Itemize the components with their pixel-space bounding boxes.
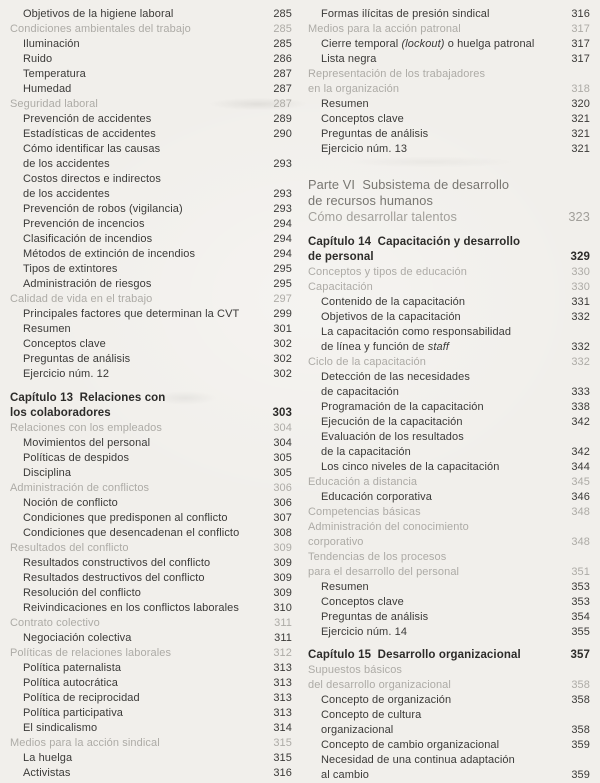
toc-page-number: 309 xyxy=(273,557,292,569)
toc-page-number: 311 xyxy=(274,632,292,644)
toc-entry xyxy=(308,235,590,250)
toc-entry-title: Relaciones con los empleados xyxy=(10,422,162,434)
toc-entry-title: Humedad xyxy=(23,83,72,95)
toc-entry-title: Costos directos e indirectos xyxy=(23,173,161,185)
toc-entry xyxy=(308,82,590,97)
toc-entry xyxy=(10,22,292,37)
toc-page-number: 320 xyxy=(571,98,590,110)
toc-entry-title: Preguntas de análisis xyxy=(23,353,131,365)
toc-entry-title: Activistas xyxy=(23,767,71,779)
toc-entry-title: Resultados del conflicto xyxy=(10,542,129,554)
toc-entry xyxy=(10,292,292,307)
toc-entry xyxy=(308,663,590,678)
toc-entry-title: organizacional xyxy=(321,724,394,736)
toc-entry-title: de los accidentes xyxy=(23,188,110,200)
toc-entry-title xyxy=(321,37,565,52)
toc-column-right xyxy=(308,7,590,783)
toc-entry-title-part: de línea y función de xyxy=(321,341,428,353)
toc-page-number: 286 xyxy=(273,53,292,65)
toc-entry xyxy=(308,97,590,112)
toc-page-number: 309 xyxy=(273,572,292,584)
toc-entry-title: Noción de conflicto xyxy=(23,497,118,509)
toc-page-number: 348 xyxy=(571,506,590,518)
toc-page-number: 293 xyxy=(273,203,292,215)
toc-entry xyxy=(308,209,590,225)
toc-entry xyxy=(10,202,292,217)
toc-page-number: 332 xyxy=(571,356,590,368)
toc-entry xyxy=(10,82,292,97)
toc-page-number: 315 xyxy=(273,752,292,764)
toc-entry-title: Detección de las necesidades xyxy=(321,371,470,383)
toc-page-number: 304 xyxy=(273,437,292,449)
toc-page-number: 293 xyxy=(273,188,292,200)
toc-entry-title: Formas ilícitas de presión sindical xyxy=(321,8,490,20)
toc-entry-title: en la organización xyxy=(308,83,400,95)
toc-page-number: 345 xyxy=(571,476,590,488)
toc-entry xyxy=(308,142,590,157)
toc-entry xyxy=(308,430,590,445)
toc-page-number: 314 xyxy=(273,722,292,734)
toc-page-number: 297 xyxy=(273,293,292,305)
toc-entry xyxy=(10,511,292,526)
toc-page-number: 287 xyxy=(273,98,292,110)
toc-entry xyxy=(10,262,292,277)
toc-entry-title: Calidad de vida en el trabajo xyxy=(10,293,153,305)
toc-entry xyxy=(10,406,292,421)
toc-entry-title: corporativo xyxy=(308,536,364,548)
toc-entry xyxy=(308,112,590,127)
toc-entry xyxy=(10,721,292,736)
toc-entry xyxy=(308,37,590,52)
toc-entry xyxy=(10,421,292,436)
toc-page-number: 312 xyxy=(273,647,292,659)
toc-entry xyxy=(10,391,292,406)
toc-page-number: 342 xyxy=(571,446,590,458)
toc-entry xyxy=(10,52,292,67)
toc-entry-title: Supuestos básicos xyxy=(308,664,403,676)
toc-page-number: 294 xyxy=(273,218,292,230)
toc-page-number: 330 xyxy=(571,266,590,278)
toc-entry-title: Preguntas de análisis xyxy=(321,611,429,623)
toc-entry-title: al cambio xyxy=(321,769,369,781)
toc-page-number: 358 xyxy=(571,724,590,736)
toc-entry xyxy=(10,37,292,52)
toc-entry-title: Movimientos del personal xyxy=(23,437,151,449)
toc-page-number: 313 xyxy=(273,677,292,689)
toc-page-number: 321 xyxy=(571,143,590,155)
toc-entry xyxy=(308,648,590,663)
toc-page-number: 348 xyxy=(571,536,590,548)
toc-entry xyxy=(10,646,292,661)
toc-page-number: 294 xyxy=(273,233,292,245)
toc-entry xyxy=(10,247,292,262)
toc-page-number: 329 xyxy=(570,251,590,263)
toc-page-number: 316 xyxy=(571,8,590,20)
toc-page-number: 321 xyxy=(571,113,590,125)
toc-page-number: 295 xyxy=(273,278,292,290)
toc-entry-title: de los accidentes xyxy=(23,158,110,170)
toc-entry xyxy=(10,616,292,631)
toc-entry-title: Ruido xyxy=(23,53,53,65)
toc-entry xyxy=(10,142,292,157)
toc-entry-title: Seguridad laboral xyxy=(10,98,98,110)
toc-entry-title: Prevención de accidentes xyxy=(23,113,152,125)
toc-entry xyxy=(308,505,590,520)
toc-page-number: 309 xyxy=(273,587,292,599)
toc-entry-title: de personal xyxy=(308,251,374,263)
toc-entry xyxy=(308,693,590,708)
toc-entry xyxy=(10,277,292,292)
toc-page-number: 295 xyxy=(273,263,292,275)
toc-entry xyxy=(308,22,590,37)
toc-entry xyxy=(10,97,292,112)
toc-entry xyxy=(308,460,590,475)
toc-entry xyxy=(308,370,590,385)
toc-entry-title: Resumen xyxy=(23,323,71,335)
toc-page-number: 317 xyxy=(571,38,590,50)
toc-entry-title-part: o huelga patronal xyxy=(444,38,535,50)
toc-page-number: 306 xyxy=(273,497,292,509)
toc-entry xyxy=(10,307,292,322)
toc-page-number: 285 xyxy=(273,8,292,20)
toc-entry-title: Estadísticas de accidentes xyxy=(23,128,156,140)
toc-entry xyxy=(308,738,590,753)
toc-entry-title: Condiciones que predisponen al conflicto xyxy=(23,512,228,524)
toc-entry xyxy=(10,7,292,22)
toc-entry xyxy=(10,481,292,496)
toc-entry-title: Cómo desarrollar talentos xyxy=(308,209,458,224)
toc-entry-title: Ejercicio núm. 14 xyxy=(321,626,408,638)
toc-entry-title: Concepto de cambio organizacional xyxy=(321,739,500,751)
toc-entry-title: para el desarrollo del personal xyxy=(308,566,460,578)
toc-entry-title: Negociación colectiva xyxy=(23,632,132,644)
toc-entry xyxy=(10,661,292,676)
toc-entry-title: Políticas de despidos xyxy=(23,452,130,464)
toc-page-number: 321 xyxy=(571,128,590,140)
toc-entry-title: Resolución del conflicto xyxy=(23,587,141,599)
toc-page-number: 289 xyxy=(273,113,292,125)
toc-entry xyxy=(308,400,590,415)
toc-entry-title: Ejecución de la capacitación xyxy=(321,416,463,428)
toc-entry xyxy=(10,751,292,766)
toc-entry-title: del desarrollo organizacional xyxy=(308,679,451,691)
toc-entry-title: Temperatura xyxy=(23,68,86,80)
toc-entry-title: Principales factores que determinan la CVT xyxy=(23,308,240,320)
toc-page-number: 338 xyxy=(571,401,590,413)
toc-entry xyxy=(308,708,590,723)
toc-entry xyxy=(10,766,292,781)
toc-page-number: 302 xyxy=(273,368,292,380)
toc-page-number: 307 xyxy=(273,512,292,524)
toc-entry-title: Ciclo de la capacitación xyxy=(308,356,426,368)
toc-page-number: 346 xyxy=(571,491,590,503)
toc-entry xyxy=(10,337,292,352)
toc-page-number: 285 xyxy=(273,23,292,35)
toc-entry xyxy=(308,193,590,209)
toc-entry-title: Contrato colectivo xyxy=(10,617,100,629)
toc-entry-title: Administración de conflictos xyxy=(10,482,150,494)
toc-entry xyxy=(10,436,292,451)
toc-entry xyxy=(10,127,292,142)
toc-entry xyxy=(308,310,590,325)
toc-page-number: 310 xyxy=(273,602,292,614)
toc-entry xyxy=(308,52,590,67)
toc-entry-title: Capacitación xyxy=(308,281,373,293)
toc-entry xyxy=(308,295,590,310)
toc-entry-title: Representación de los trabajadores xyxy=(308,68,486,80)
toc-page-number: 285 xyxy=(273,38,292,50)
toc-entry xyxy=(10,691,292,706)
toc-entry xyxy=(308,445,590,460)
toc-entry xyxy=(10,571,292,586)
toc-page-number: 355 xyxy=(571,626,590,638)
toc-page-number: 354 xyxy=(571,611,590,623)
toc-entry-title: Cómo identificar las causas xyxy=(23,143,161,155)
toc-entry-title: Tipos de extintores xyxy=(23,263,118,275)
toc-entry-title xyxy=(321,340,565,355)
toc-entry-title: Prevención de robos (vigilancia) xyxy=(23,203,183,215)
toc-entry-title: Condiciones que desencadenan el conflicto xyxy=(23,527,240,539)
toc-entry-title: Administración del conocimiento xyxy=(308,521,469,533)
toc-entry-title: Conceptos clave xyxy=(321,596,404,608)
toc-entry-title: Resultados constructivos del conflicto xyxy=(23,557,211,569)
toc-entry-title: Parte VI Subsistema de desarrollo xyxy=(308,177,510,192)
toc-entry-title: Capítulo 13 Relaciones con xyxy=(10,392,166,404)
toc-page-number: 330 xyxy=(571,281,590,293)
toc-page-number: 316 xyxy=(273,767,292,779)
toc-entry xyxy=(10,187,292,202)
toc-page-number: 353 xyxy=(571,596,590,608)
toc-entry xyxy=(10,322,292,337)
toc-entry-title: Educación corporativa xyxy=(321,491,432,503)
toc-entry xyxy=(10,676,292,691)
toc-entry-title: La huelga xyxy=(23,752,73,764)
toc-page-number: 344 xyxy=(571,461,590,473)
toc-page-number: 306 xyxy=(273,482,292,494)
toc-entry xyxy=(308,610,590,625)
toc-page-number: 353 xyxy=(571,581,590,593)
toc-entry-title-part: Cierre temporal xyxy=(321,38,402,50)
toc-page-number: 313 xyxy=(273,662,292,674)
toc-page-number: 317 xyxy=(571,23,590,35)
toc-entry xyxy=(308,355,590,370)
toc-entry-title: Reivindicaciones en los conflictos laborales xyxy=(23,602,239,614)
toc-entry xyxy=(10,451,292,466)
toc-entry xyxy=(10,556,292,571)
toc-entry xyxy=(10,232,292,247)
toc-entry-title: Competencias básicas xyxy=(308,506,421,518)
toc-page-number: 303 xyxy=(272,407,292,419)
toc-entry xyxy=(308,625,590,640)
toc-entry-title: Programación de la capacitación xyxy=(321,401,484,413)
toc-entry xyxy=(308,7,590,22)
toc-column-left xyxy=(10,7,292,783)
toc-entry-title: Evaluación de los resultados xyxy=(321,431,464,443)
toc-page-number: 294 xyxy=(273,248,292,260)
toc-page-number: 308 xyxy=(273,527,292,539)
toc-entry xyxy=(10,172,292,187)
toc-page-number: 305 xyxy=(273,467,292,479)
toc-page-number: 332 xyxy=(571,311,590,323)
toc-entry-title: Política autocrática xyxy=(23,677,118,689)
toc-entry xyxy=(10,217,292,232)
toc-entry xyxy=(308,768,590,783)
toc-entry xyxy=(10,496,292,511)
toc-entry xyxy=(308,177,590,193)
toc-entry-title: Resultados destructivos del conflicto xyxy=(23,572,205,584)
toc-entry-title: Capítulo 15 Desarrollo organizacional xyxy=(308,649,521,661)
toc-entry-title: Objetivos de la capacitación xyxy=(321,311,461,323)
toc-page-number: 317 xyxy=(571,53,590,65)
toc-page-number: 342 xyxy=(571,416,590,428)
toc-entry-title: Conceptos y tipos de educación xyxy=(308,266,467,278)
toc-entry-title: Lista negra xyxy=(321,53,377,65)
toc-entry-title: los colaboradores xyxy=(10,407,111,419)
toc-entry-title: Concepto de cultura xyxy=(321,709,422,721)
toc-page-number: 309 xyxy=(273,542,292,554)
toc-entry-title: Educación a distancia xyxy=(308,476,418,488)
toc-page-number: 301 xyxy=(273,323,292,335)
toc-entry-title: Medios para la acción sindical xyxy=(10,737,160,749)
toc-entry xyxy=(10,352,292,367)
toc-entry xyxy=(308,565,590,580)
toc-entry-title: de capacitación xyxy=(321,386,399,398)
toc-entry-title: Preguntas de análisis xyxy=(321,128,429,140)
toc-entry-title: Capítulo 14 Capacitación y desarrollo xyxy=(308,236,521,248)
toc-entry xyxy=(10,112,292,127)
toc-page-number: 305 xyxy=(273,452,292,464)
toc-entry xyxy=(308,340,590,355)
toc-entry-title: Política de reciprocidad xyxy=(23,692,140,704)
toc-entry-title: Prevención de incencios xyxy=(23,218,145,230)
toc-entry-title: Clasificación de incendios xyxy=(23,233,153,245)
toc-entry-title: Contenido de la capacitación xyxy=(321,296,466,308)
toc-page-number: 287 xyxy=(273,83,292,95)
toc-entry xyxy=(308,415,590,430)
toc-entry-title: Condiciones ambientales del trabajo xyxy=(10,23,191,35)
toc-page-number: 332 xyxy=(571,341,590,353)
toc-entry xyxy=(308,250,590,265)
toc-page-number: 318 xyxy=(571,83,590,95)
toc-entry-title-italic-part: staff xyxy=(427,341,450,353)
toc-entry xyxy=(308,535,590,550)
toc-entry xyxy=(10,736,292,751)
toc-entry xyxy=(10,586,292,601)
toc-entry xyxy=(10,67,292,82)
toc-entry xyxy=(308,475,590,490)
toc-entry-title: de la capacitación xyxy=(321,446,411,458)
toc-entry-title: Concepto de organización xyxy=(321,694,452,706)
toc-page-number: 304 xyxy=(273,422,292,434)
toc-entry-title: Medios para la acción patronal xyxy=(308,23,461,35)
toc-page-number: 333 xyxy=(571,386,590,398)
toc-page-number: 315 xyxy=(273,737,292,749)
toc-entry-title: de recursos humanos xyxy=(308,193,433,208)
toc-entry xyxy=(10,157,292,172)
toc-page-number: 299 xyxy=(273,308,292,320)
toc-entry-title: Política participativa xyxy=(23,707,124,719)
toc-entry xyxy=(308,325,590,340)
toc-entry-title: El sindicalismo xyxy=(23,722,98,734)
toc-page-number: 358 xyxy=(571,694,590,706)
toc-entry-title: Resumen xyxy=(321,98,369,110)
toc-entry-title: Objetivos de la higiene laboral xyxy=(23,8,174,20)
toc-entry-title: Disciplina xyxy=(23,467,72,479)
toc-page-number: 323 xyxy=(568,209,590,224)
toc-page-number: 359 xyxy=(571,769,590,781)
toc-entry xyxy=(10,526,292,541)
toc-page-number: 313 xyxy=(273,707,292,719)
toc-entry xyxy=(308,678,590,693)
toc-entry-title: Políticas de relaciones laborales xyxy=(10,647,172,659)
toc-entry-title: Necesidad de una continua adaptación xyxy=(321,754,515,766)
toc-entry xyxy=(308,723,590,738)
toc-page-number: 351 xyxy=(571,566,590,578)
toc-entry-title-italic-part: (lockout) xyxy=(401,38,445,50)
toc-entry xyxy=(308,580,590,595)
toc-entry xyxy=(308,385,590,400)
toc-entry-title: Los cinco niveles de la capacitación xyxy=(321,461,500,473)
toc-entry-title: Administración de riesgos xyxy=(23,278,152,290)
toc-entry xyxy=(10,466,292,481)
toc-entry xyxy=(10,601,292,616)
toc-page-number: 313 xyxy=(273,692,292,704)
toc-entry-title: Política paternalista xyxy=(23,662,122,674)
toc-entry xyxy=(10,631,292,646)
toc-entry xyxy=(308,595,590,610)
toc-entry-title: Métodos de extinción de incendios xyxy=(23,248,196,260)
toc-entry-title: Ejercicio núm. 12 xyxy=(23,368,110,380)
toc-page-number: 331 xyxy=(571,296,590,308)
toc-page-number: 302 xyxy=(273,353,292,365)
toc-entry-title: La capacitación como responsabilidad xyxy=(321,326,512,338)
toc-entry xyxy=(308,280,590,295)
toc-entry xyxy=(308,265,590,280)
toc-entry xyxy=(10,367,292,382)
toc-entry xyxy=(10,541,292,556)
toc-entry-title: Ejercicio núm. 13 xyxy=(321,143,408,155)
toc-page-number: 287 xyxy=(273,68,292,80)
toc-page-number: 359 xyxy=(571,739,590,751)
toc-entry-title: Conceptos clave xyxy=(23,338,106,350)
toc-page-number: 357 xyxy=(570,649,590,661)
toc-page-number: 311 xyxy=(274,617,292,629)
toc-page-number: 358 xyxy=(571,679,590,691)
toc-entry xyxy=(308,520,590,535)
toc-page-number: 290 xyxy=(273,128,292,140)
toc-entry xyxy=(308,753,590,768)
toc-entry-title: Tendencias de los procesos xyxy=(308,551,447,563)
toc-entry-title: Conceptos clave xyxy=(321,113,404,125)
toc-entry xyxy=(308,550,590,565)
toc-entry-title: Iluminación xyxy=(23,38,80,50)
toc-entry-title: Resumen xyxy=(321,581,369,593)
toc-entry xyxy=(308,127,590,142)
toc-entry xyxy=(10,706,292,721)
toc-page-number: 293 xyxy=(273,158,292,170)
toc-page-number: 302 xyxy=(273,338,292,350)
toc-entry xyxy=(308,490,590,505)
toc-entry xyxy=(308,67,590,82)
